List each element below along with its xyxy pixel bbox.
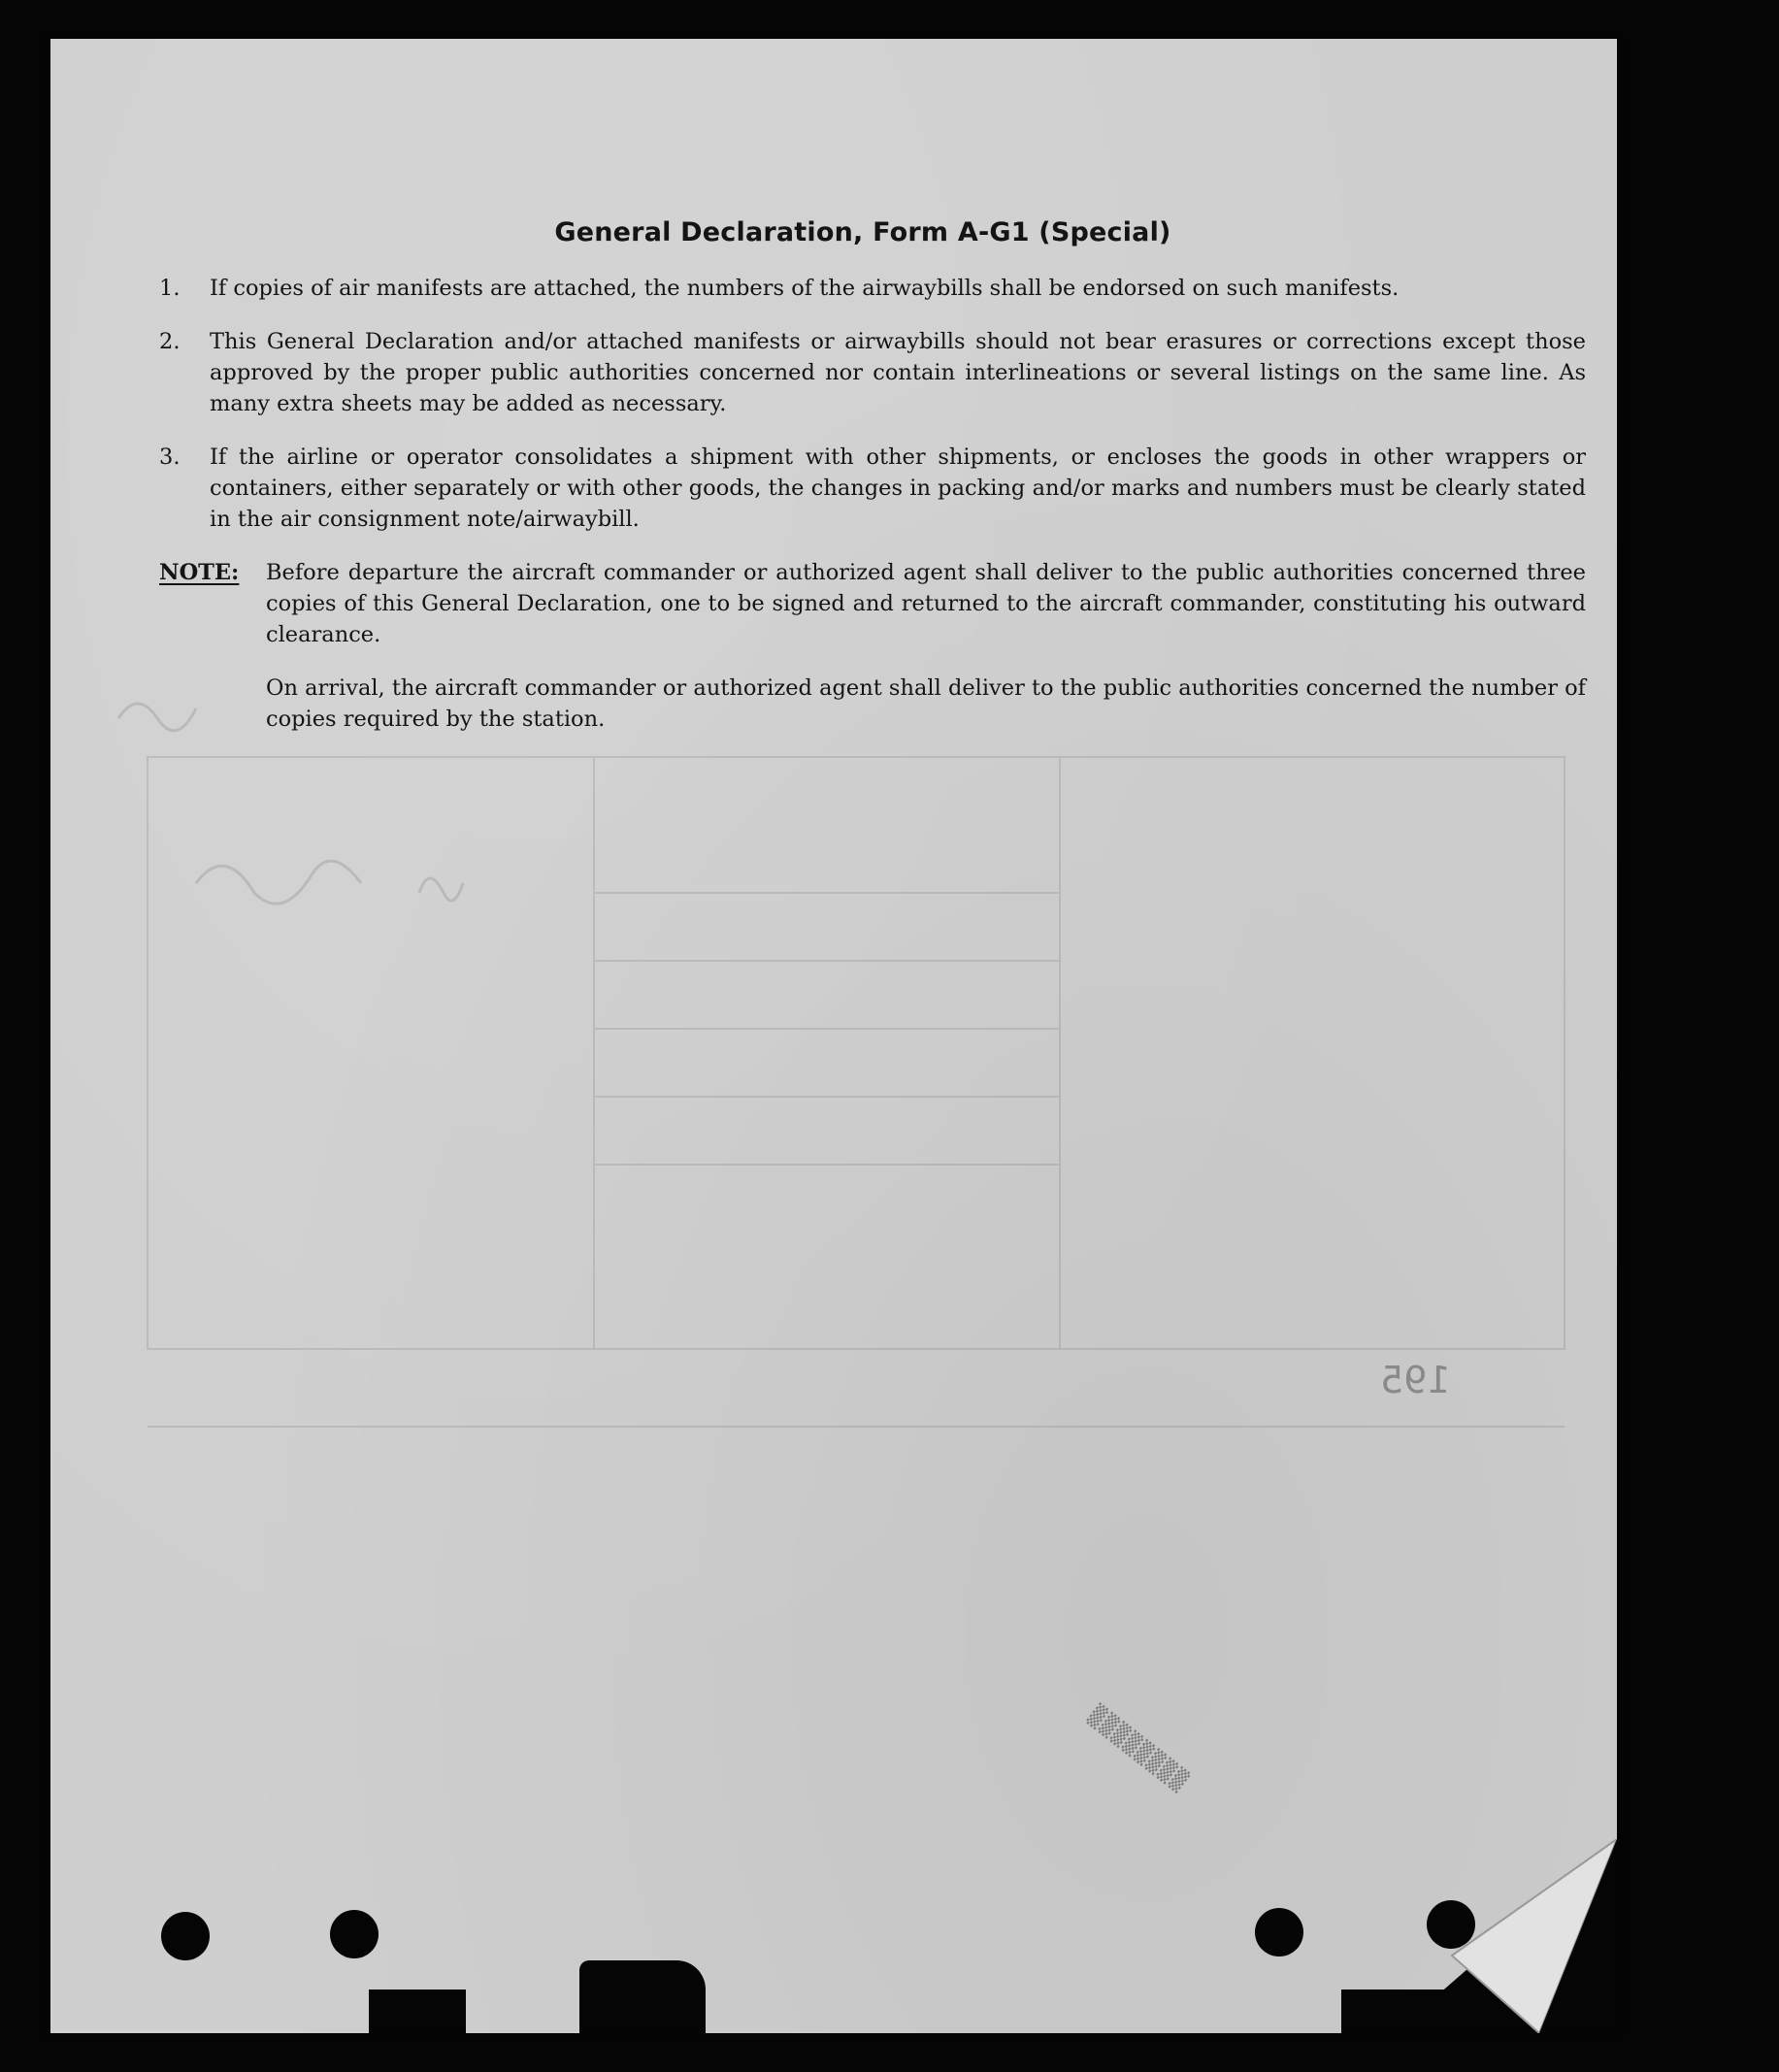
instruction-item-1 [159,273,1586,304]
punch-hole-left-1 [161,1912,210,1960]
item-text: If the airline or operator consolidates a shipment with other shipments, or encloses the goods in other wrappers or containers, either separately or with other goods, the changes in packing and/or marks and numbers must be clearly stated in the air consignment note/airwaybill. [210,444,1586,532]
note-block [159,557,1586,650]
item-number: 3. [159,444,181,470]
torn-edge-left [369,1990,466,2033]
item-text: This General Declaration and/or attached manifests or airwaybills should not bear erasures or corrections except those approved by the proper public authorities concerned nor contain interlineations or several listings on the same line. As many extra sheets may be added as necessary. [210,329,1586,416]
folded-corner [1394,1839,1617,2033]
bleed-through-stamp: ▒▒▒▒▒▒▒▒ [1084,1703,1193,1795]
instruction-item-3 [159,442,1586,535]
punch-hole-left-2 [330,1910,379,1958]
punch-hole-right-1 [1255,1908,1303,1957]
note-label: NOTE: [159,560,240,585]
mirrored-page-number: 195 [1380,1359,1451,1401]
item-number: 1. [159,276,181,301]
instruction-item-2 [159,326,1586,419]
item-text: If copies of air manifests are attached, the numbers of the airwaybills shall be endorsed on such manifests. [210,276,1400,301]
page-title: General Declaration, Form A-G1 (Special) [554,217,1171,247]
declaration-instructions [159,217,1586,735]
torn-edge-center [579,1960,706,2033]
note-text: Before departure the aircraft commander or authorized agent shall deliver to the public authorities concerned three copies of this General Declaration, one to be signed and returned to the aircraft commander, constituting his outward clearance. [266,560,1586,647]
document-sheet [50,39,1617,2033]
item-number: 2. [159,329,181,354]
note-arrival-text: On arrival, the aircraft commander or authorized agent shall deliver to the public authorities concerned the number of copies required by the station. [266,675,1586,732]
